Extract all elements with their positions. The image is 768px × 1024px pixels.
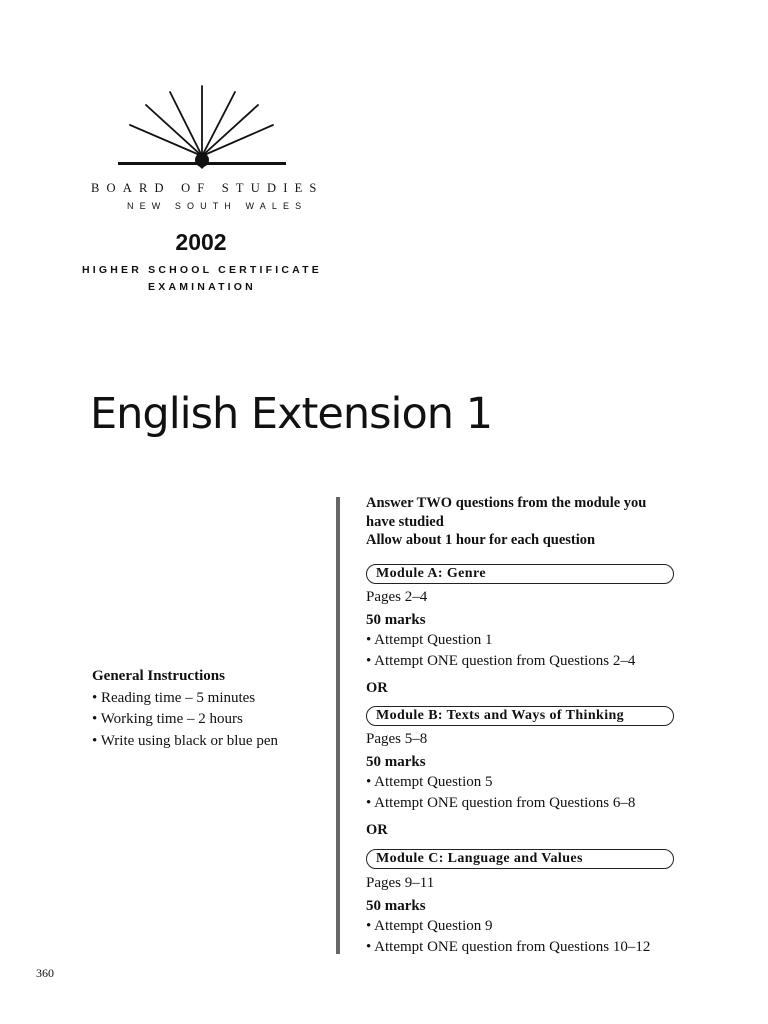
module-marks: 50 marks xyxy=(366,897,426,914)
exam-year: 2002 xyxy=(175,229,227,255)
module-b-heading: Module B: Texts and Ways of Thinking xyxy=(366,706,674,726)
module-pages: Pages 2–4 xyxy=(366,589,428,605)
organisation-name: BOARD OF STUDIES xyxy=(91,181,324,195)
module-a-heading: Module A: Genre xyxy=(366,564,674,584)
board-of-studies-logo xyxy=(112,84,292,174)
module-pages: Pages 5–8 xyxy=(366,731,428,747)
module-marks: 50 marks xyxy=(366,611,426,628)
module-item: • Attempt ONE question from Questions 10–12 xyxy=(366,938,651,955)
section-intro xyxy=(366,494,686,550)
module-item: • Attempt ONE question from Questions 2–4 xyxy=(366,652,636,669)
intro-line: Answer TWO questions from the module you xyxy=(366,495,647,511)
module-marks: 50 marks xyxy=(366,753,426,770)
module-a-details xyxy=(366,587,635,671)
page-title: English Extension 1 xyxy=(90,389,493,439)
module-item: • Attempt ONE question from Questions 6–8 xyxy=(366,794,636,811)
exam-name-line1: HIGHER SCHOOL CERTIFICATE xyxy=(81,264,323,276)
organisation-subtitle: NEW SOUTH WALES xyxy=(127,201,308,211)
vertical-divider xyxy=(336,497,340,954)
general-instructions-heading: General Instructions xyxy=(92,668,225,684)
instruction-item: • Write using black or blue pen xyxy=(92,732,278,749)
or-divider: OR xyxy=(366,680,388,696)
module-c-details xyxy=(366,873,650,957)
intro-line: have studied xyxy=(366,513,444,530)
intro-line: Allow about 1 hour for each question xyxy=(366,532,596,548)
module-c-heading: Module C: Language and Values xyxy=(366,849,674,869)
exam-name xyxy=(78,262,326,296)
instruction-item: • Working time – 2 hours xyxy=(92,711,243,727)
module-b-details xyxy=(366,729,635,813)
module-item: • Attempt Question 1 xyxy=(366,632,493,648)
page-number: 360 xyxy=(36,966,54,980)
general-instructions xyxy=(92,666,278,752)
module-item: • Attempt Question 5 xyxy=(366,774,493,790)
module-pages: Pages 9–11 xyxy=(366,875,435,891)
instruction-item: • Reading time – 5 minutes xyxy=(92,689,256,706)
exam-name-line2: EXAMINATION xyxy=(148,281,256,293)
or-divider: OR xyxy=(366,822,388,838)
module-item: • Attempt Question 9 xyxy=(366,918,493,934)
